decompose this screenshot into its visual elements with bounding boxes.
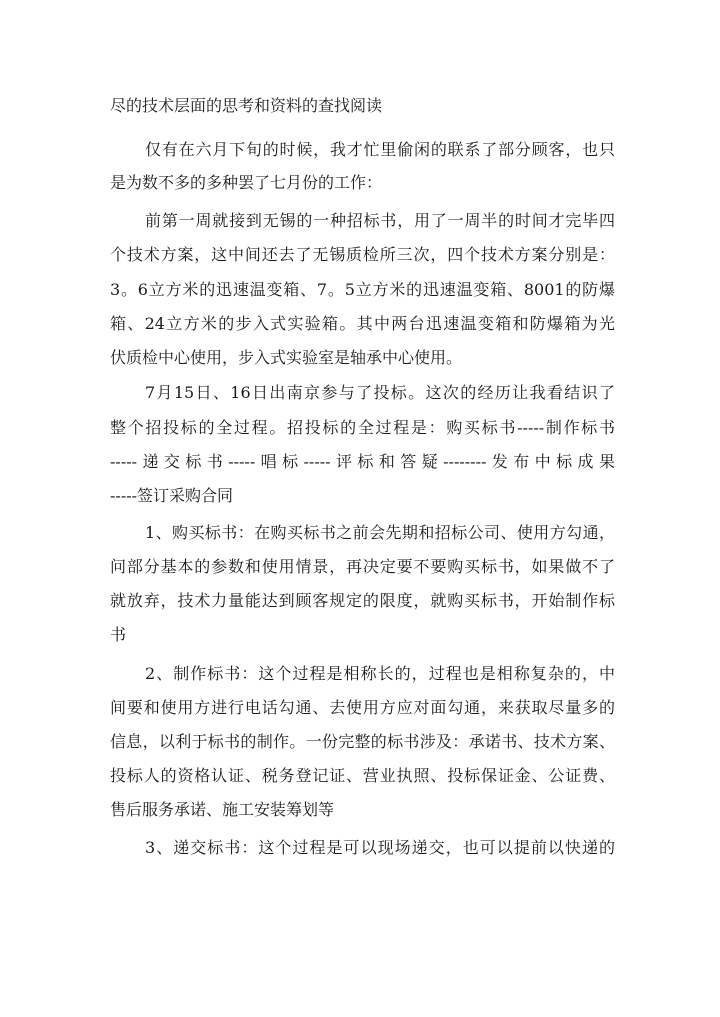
paragraph-first-line: 仅有在六月下旬的时候，我才忙里偷闲的联系了部分顾客，也只 (145, 140, 615, 159)
text-line: 3。6立方米的迅速温变箱、7。5立方米的迅速温变箱、8001的防爆 (110, 280, 615, 299)
text-line: 伏质检中心使用，步入式实验室是轴承中心使用。 (110, 348, 463, 367)
text-line: -----递交标书-----唱标-----评标和答疑--------发布中标成果 (110, 452, 615, 471)
text-line: 箱、24立方米的步入式实验箱。其中两台迅速温变箱和防爆箱为光 (110, 314, 615, 333)
text-line: 间要和使用方进行电话勾通、去使用方应对面勾通，来获取尽量多的 (110, 698, 615, 717)
paragraph-first-line: 3、递交标书：这个过程是可以现场递交，也可以提前以快递的 (145, 838, 615, 857)
text-line: 投标人的资格认证、税务登记证、营业执照、投标保证金、公证费、 (110, 766, 615, 785)
paragraph-first-line: 1、购买标书：在购买标书之前会先期和招标公司、使用方勾通， (145, 523, 615, 542)
text-line: 就放弃，技术力量能达到顾客规定的限度，就购买标书，开始制作标 (110, 591, 615, 610)
paragraph-first-line: 2、制作标书：这个过程是相称长的，过程也是相称复杂的，中 (145, 664, 615, 683)
text-line: 整个招投标的全过程。招投标的全过程是：购买标书-----制作标书 (110, 418, 615, 437)
text-line: 问部分基本的参数和使用情景，再决定要不要购买标书，如果做不了 (110, 557, 615, 576)
text-line: 书 (110, 625, 127, 644)
text-line: 是为数不多的多种罢了七月份的工作： (110, 173, 383, 192)
text-line: 售后服务承诺、施工安装筹划等 (110, 800, 335, 819)
text-line: -----签订采购合同 (110, 486, 234, 505)
text-line: 信息，以利于标书的制作。一份完整的标书涉及：承诺书、技术方案、 (110, 732, 615, 751)
paragraph-first-line: 7月15日、16日出南京参与了投标。这次的经历让我看结识了 (145, 383, 615, 402)
text-line: 个技术方案，这中间还去了无锡质检所三次，四个技术方案分别是： (110, 245, 615, 264)
text-line: 尽的技术层面的思考和资料的查找阅读 (110, 96, 383, 115)
paragraph-first-line: 前第一周就接到无锡的一种招标书，用了一周半的时间才完毕四 (145, 211, 615, 230)
